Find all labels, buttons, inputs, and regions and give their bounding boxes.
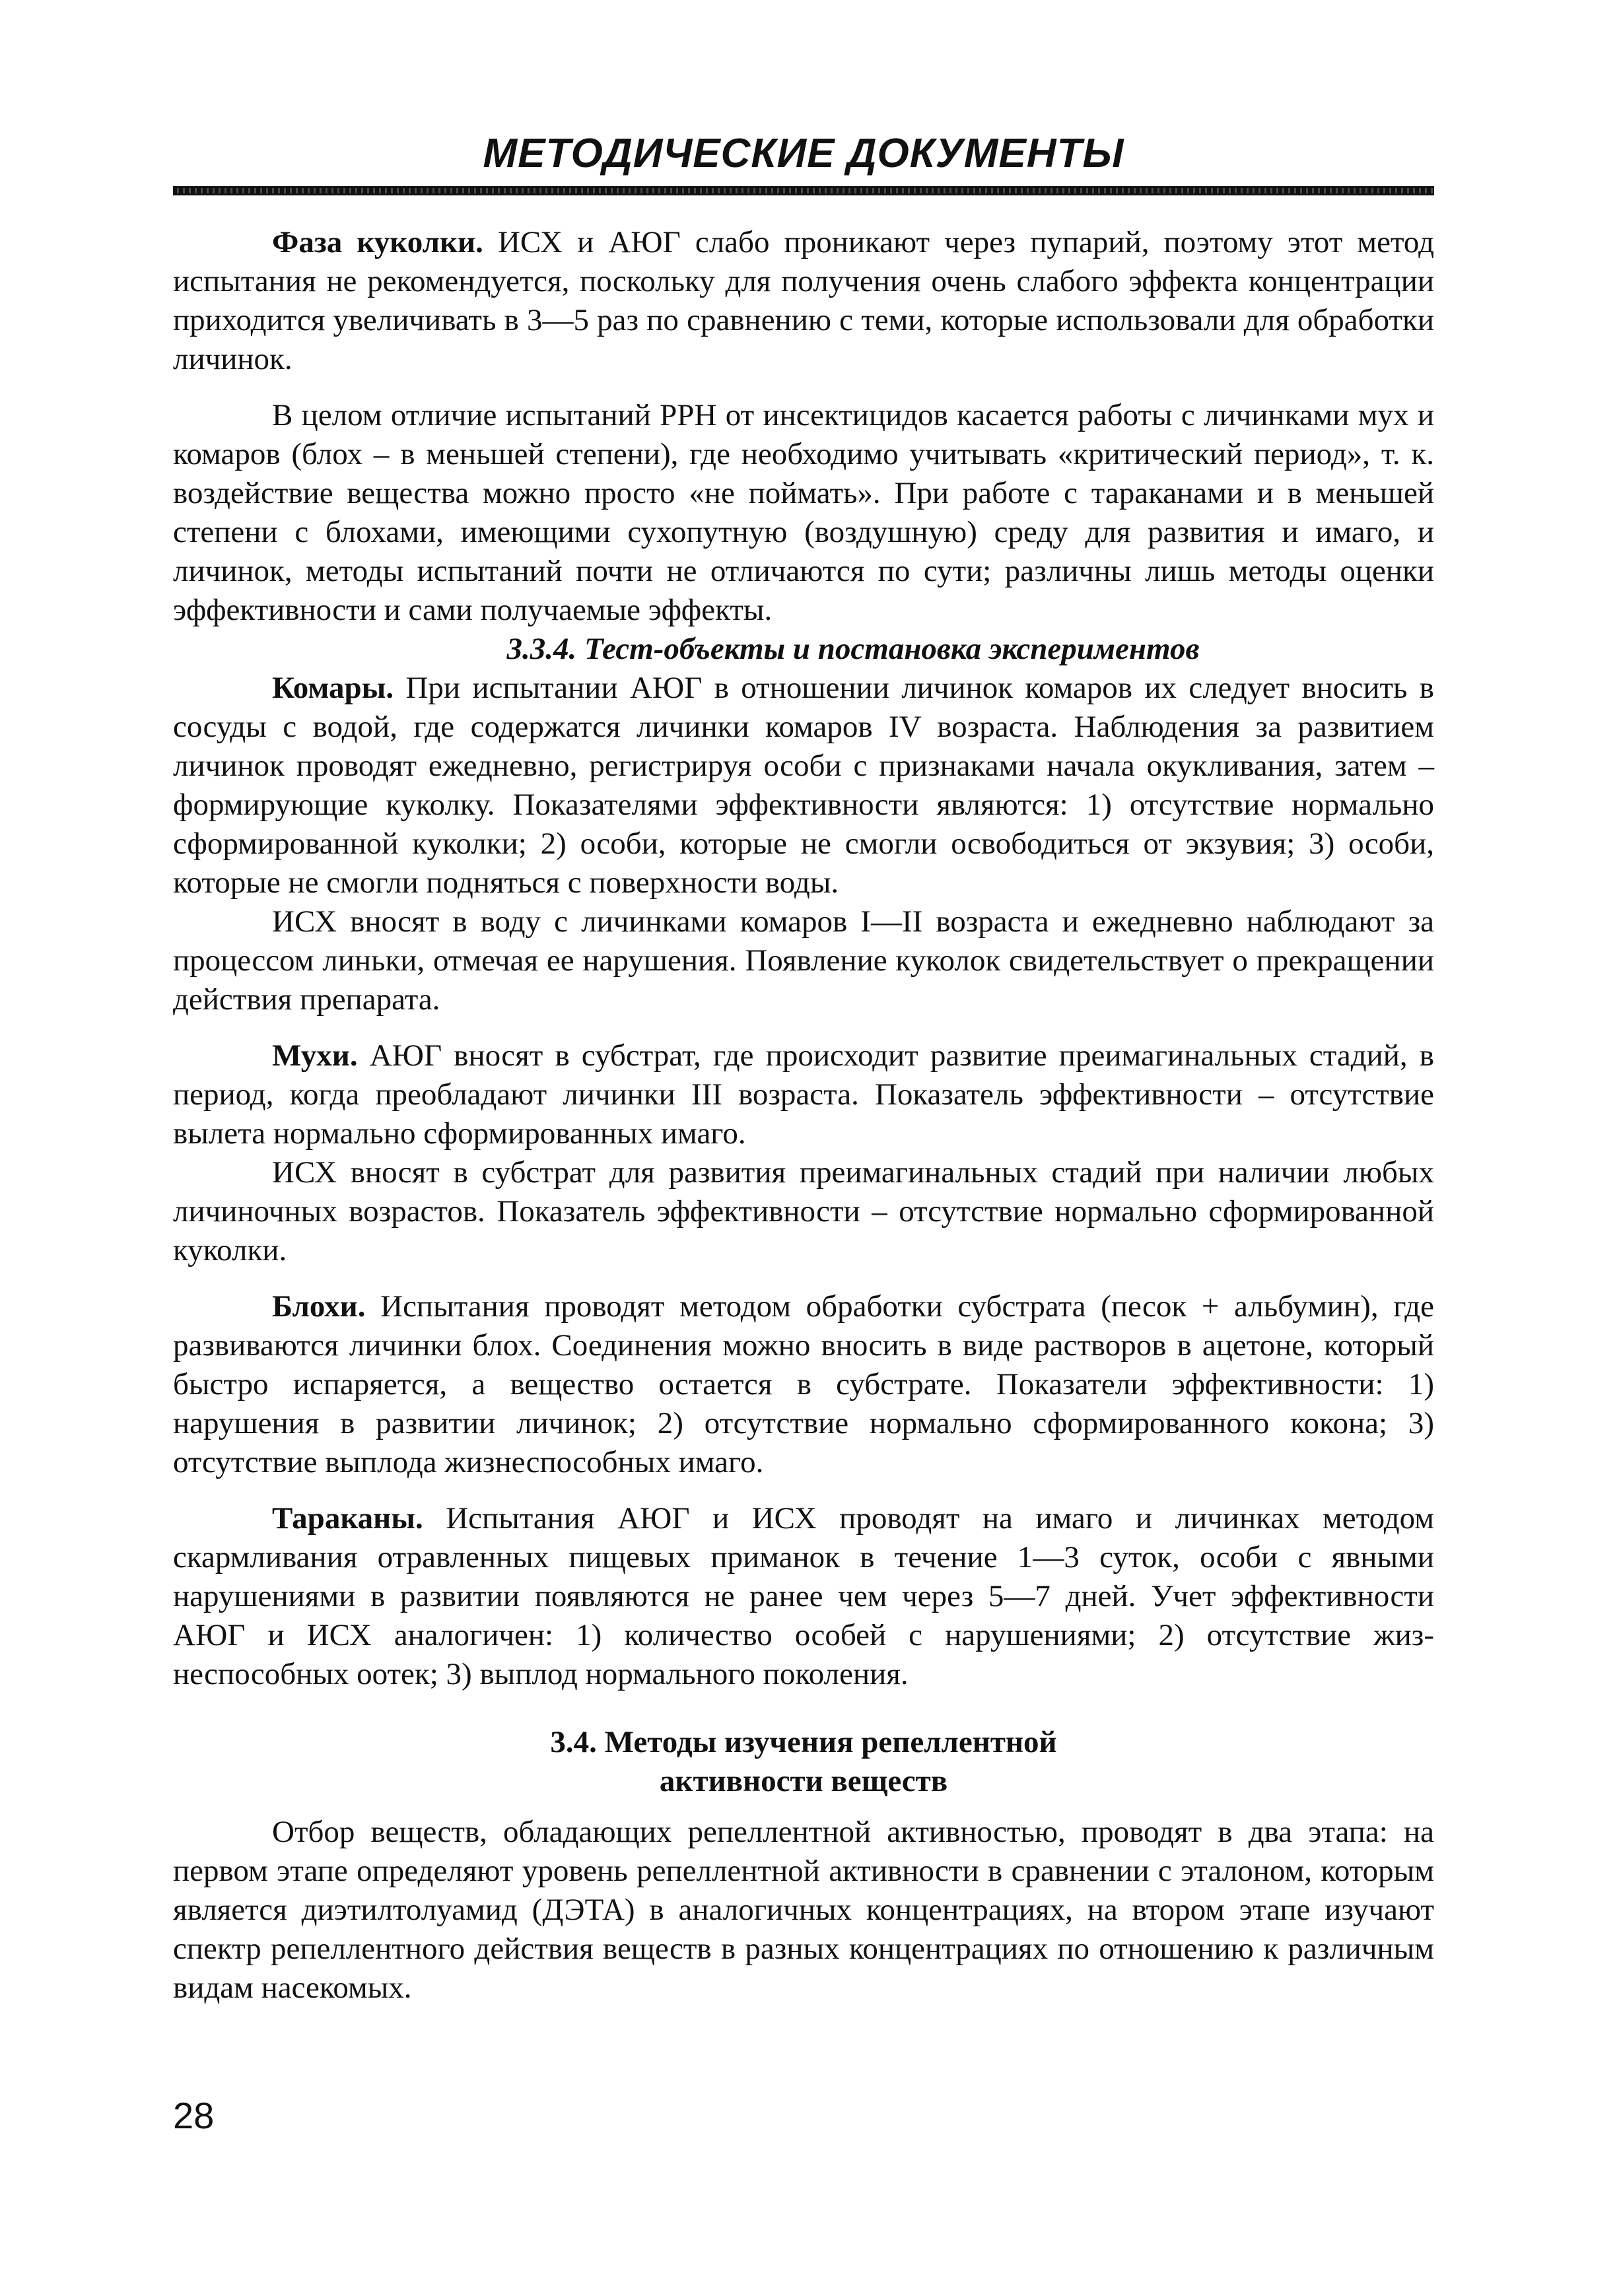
paragraph-lead: Блохи. xyxy=(272,1289,366,1324)
header-rule xyxy=(173,186,1434,195)
paragraph-flies xyxy=(173,1036,1434,1153)
running-header: МЕТОДИЧЕСКИЕ ДОКУМЕНТЫ xyxy=(483,131,1124,176)
subsection-heading: 3.3.4. Тест-объекты и постановка экспериментов xyxy=(506,632,1200,666)
paragraph-fleas xyxy=(173,1287,1434,1482)
paragraph-text: ИСХ вносят в воду с личинками комаров I—II возраста и ежедневно наблюдают за процессом линьки, отмечая ее нарушения. Появление куколок свидетельствует о прекращении действия препарата. xyxy=(173,904,1434,1017)
paragraph-lead: Комары. xyxy=(272,671,394,705)
section-heading-line-2: активности веществ xyxy=(659,1764,948,1798)
page-number: 28 xyxy=(173,2095,215,2136)
paragraph-mosquitoes-isx xyxy=(173,902,1434,1019)
paragraph-general-difference xyxy=(173,396,1434,630)
paragraph-text: АЮГ вносят в субстрат, где происходит развитие преимагинальных стадий, в период, когда преобладают личинки III возраста. Показатель эффективности – отсутствие вылета нормально сформированных имаго. xyxy=(173,1038,1434,1151)
paragraph-text: ИСХ и АЮГ слабо проникают через пупарий, поэтому этот метод испытания не рекомендуется, поскольку для получения очень слабого эффекта концентрации приходится увеличивать в 3—5 раз по сравнению с теми, которые использовали для обработки личинок. xyxy=(173,225,1434,376)
page-body xyxy=(173,223,1434,2008)
paragraph-text: Отбор веществ, обладающих репеллентной активностью, проводят в два этапа: на первом этапе определяют уровень репеллентной активности в сравнении с эталоном, которым является диэтилтолуамид (ДЭТА) в аналогичных концентрациях, на втором этапе изучают спектр репеллентного действия веществ в разных концентрациях по отношению к различным видам насекомых. xyxy=(173,1815,1434,2005)
paragraph-text: Испытания АЮГ и ИСХ проводят на имаго и личинках методом скармливания отравленных пищевых приманок в течение 1—3 суток, особи с явными нарушениями в развитии появляются не ранее чем через 5—7 дней. Учет эффективности АЮГ и ИСХ аналогичен: 1) количество особей с нарушениями; 2) отсутствие жизнеспособных оотек; 3) выплод нормального поколения. xyxy=(173,1501,1434,1691)
paragraph-cockroaches xyxy=(173,1499,1434,1694)
paragraph-lead: Фаза куколки. xyxy=(272,225,483,259)
paragraph-text: В целом отличие испытаний РРН от инсектицидов касается работы с личинками мух и комаров (блох – в меньшей степени), где необходимо учитывать «критический период», т. к. воздействие вещества можно просто «не поймать». При работе с тараканами и в меньшей степени с блохами, имеющими сухопутную (воздушную) среду для развития и имаго, и личинок, методы испытаний почти не отличаются по сути; различны лишь методы оценки эффективности и сами получаемые эффекты. xyxy=(173,398,1434,627)
paragraph-text: ИСХ вносят в субстрат для развития преимагинальных стадий при наличии любых личиночных возрастов. Показатель эффективности – отсутствие нормально сформированной куколки. xyxy=(173,1155,1434,1267)
paragraph-lead: Мухи. xyxy=(272,1038,358,1073)
paragraph-repellent-selection xyxy=(173,1813,1434,2008)
paragraph-text: Испытания проводят методом обработки субстрата (песок + альбумин), где развиваются личинки блох. Соединения можно вносить в виде растворов в ацетоне, который быстро испаряется, а вещество остается в субстрате. Показатели эффективности: 1) нарушения в развитии личинок; 2) отсутствие нормально сформированного кокона; 3) отсутствие выплода жизнеспособных имаго. xyxy=(173,1289,1434,1479)
paragraph-pupa-phase xyxy=(173,223,1434,379)
paragraph-lead: Тараканы. xyxy=(272,1501,423,1536)
section-heading xyxy=(173,1723,1434,1801)
paragraph-text: При испытании АЮГ в отношении личинок комаров их следует вносить в сосуды с водой, где содержатся личинки комаров IV возраста. Наблюдения за развитием личинок проводят ежедневно, регистрируя особи с признаками начала окукливания, затем – формирующие куколку. Показателями эффективности являются: 1) отсутствие нормально сформированной куколки; 2) особи, которые не смогли освободиться от экзувия; 3) особи, которые не смогли подняться с поверхности воды. xyxy=(173,671,1434,900)
section-heading-line-1: 3.4. Методы изучения репеллентной xyxy=(550,1725,1057,1759)
paragraph-flies-isx xyxy=(173,1153,1434,1270)
paragraph-mosquitoes xyxy=(173,669,1434,902)
